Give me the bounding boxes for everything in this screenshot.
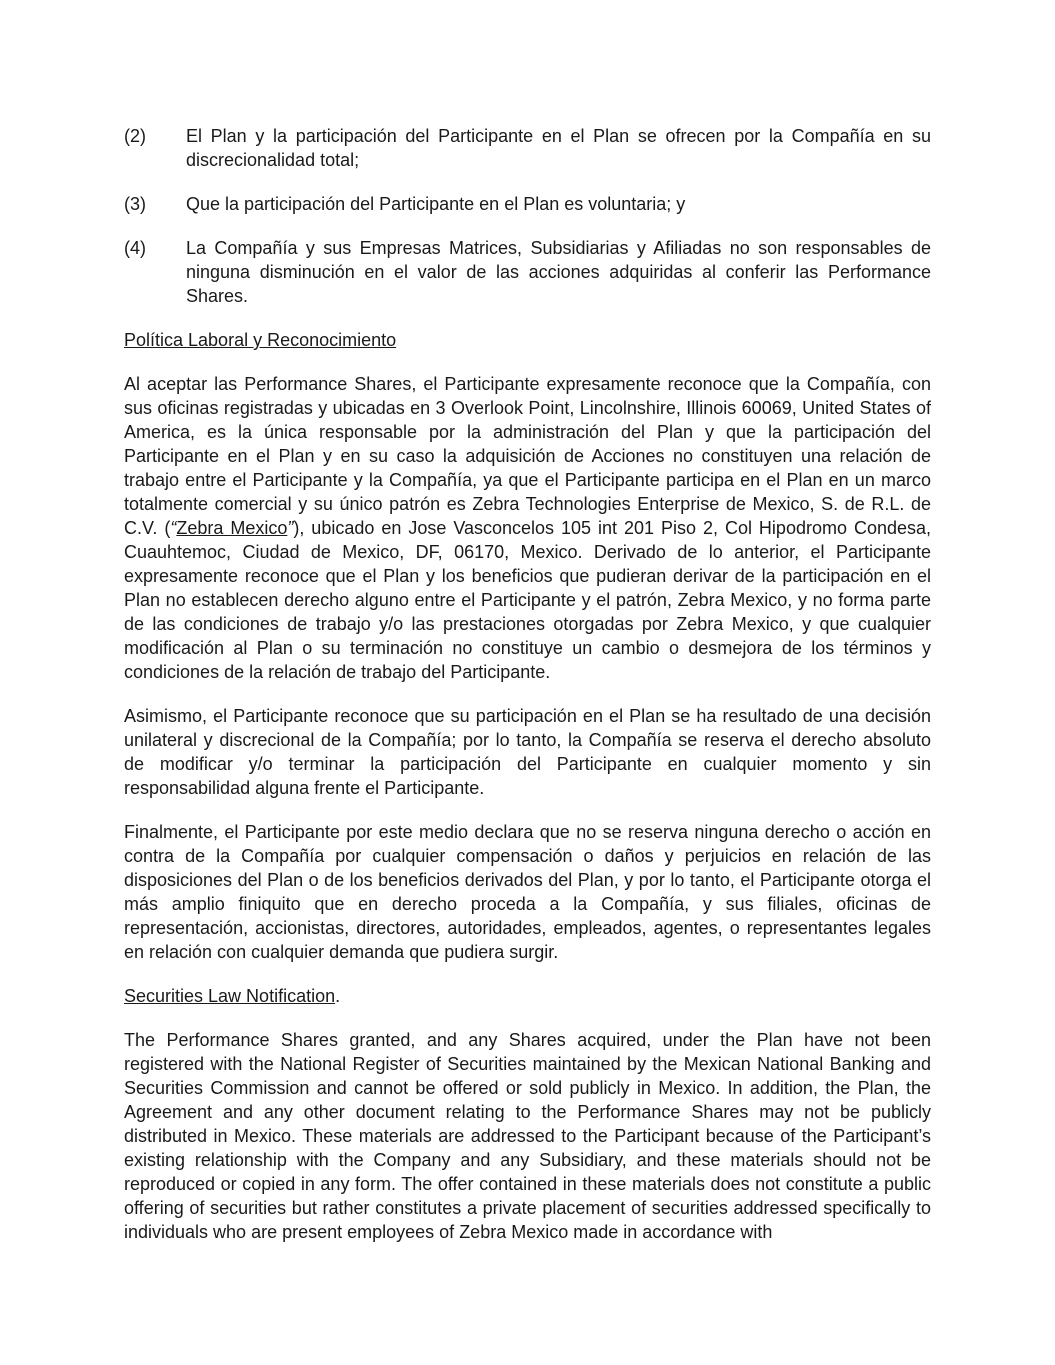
labor-paragraph-1-end: ), ubicado en Jose Vasconcelos 105 int 201 Piso 2, Col Hipodromo Condesa, Cuauhtemoc, Ciudad de Mexico, DF, 06170, Mexico. Derivado de lo anterior, el Participante expresamente reconoce que el Plan y los beneficios que pudieran derivar de la participación en el Plan no establecen derecho alguno entre el Participante y el patrón, Zebra Mexico, y no forma parte de las condiciones de trabajo y/o las prestaciones otorgadas por Zebra Mexico, y que cualquier modificación al Plan o su terminación no constituye un cambio o desmejora de los términos y condiciones de la relación de trabajo del Participante. — [124, 518, 931, 682]
labor-paragraph-2: Asimismo, el Participante reconoce que su participación en el Plan se ha resultado de una decisión unilateral y discrecional de la Compañía; por lo tanto, la Compañía se reserva el derecho absoluto de modificar y/o terminar la participación del Participante en cualquier momento y sin responsabilidad alguna frente el Participante. — [124, 706, 931, 798]
labor-policy-heading: Política Laboral y Reconocimiento — [124, 330, 397, 350]
list-item-number: (4) — [124, 238, 146, 258]
defined-term-zebra-mexico: Zebra Mexico — [176, 518, 288, 538]
list-item-number: (3) — [124, 194, 146, 214]
document-page — [124, 124, 931, 1264]
securities-heading-period: . — [335, 986, 341, 1006]
labor-paragraph-1-start: Al aceptar las Performance Shares, el Participante expresamente reconoce que la Compañía, con sus oficinas registradas y ubicadas en 3 Overlook Point, Lincolnshire, Illinois 60069, United States of America, es la única responsable por la administración del Plan y que la participación del Participante en el Plan y en su caso la adquisición de Acciones no constituyen una relación de trabajo entre el Participante y la Compañía, ya que el Participante participa en el Plan en un marco totalmente comercial y su único patrón es Zebra Technologies Enterprise de Mexico, S. de R.L. de C.V. ( — [124, 374, 931, 538]
list-item-3 — [124, 192, 931, 216]
securities-heading: Securities Law Notification — [124, 986, 336, 1006]
list-item-text: El Plan y la participación del Participante en el Plan se ofrecen por la Compañía en su discrecionalidad total; — [186, 126, 931, 170]
list-item-4 — [124, 236, 931, 308]
open-quote: “ — [170, 518, 177, 538]
securities-paragraph-1: The Performance Shares granted, and any Shares acquired, under the Plan have not been registered with the National Register of Securities maintained by the Mexican National Banking and Securities Commission and cannot be offered or sold publicly in Mexico. In addition, the Plan, the Agreement and any other document relating to the Performance Shares may not be publicly distributed in Mexico. These materials are addressed to the Participant because of the Participant’s existing relationship with the Company and any Subsidiary, and these materials should not be reproduced or copied in any form. The offer contained in these materials does not constitute a public offering of securities but rather constitutes a private placement of securities addressed specifically to individuals who are present employees of Zebra Mexico made in accordance with — [124, 1030, 931, 1242]
labor-paragraph-3: Finalmente, el Participante por este medio declara que no se reserva ninguna derecho o acción en contra de la Compañía por cualquier compensación o daños y perjuicios en relación de las disposiciones del Plan o de los beneficios derivados del Plan, y por lo tanto, el Participante otorga el más amplio finiquito que en derecho proceda a la Compañía, y sus filiales, oficinas de representación, accionistas, directores, autoridades, empleados, agentes, o representantes legales en relación con cualquier demanda que pudiera surgir. — [124, 822, 931, 962]
list-item-text: La Compañía y sus Empresas Matrices, Subsidiarias y Afiliadas no son responsables de ninguna disminución en el valor de las acciones adquiridas al conferir las Performance Shares. — [186, 238, 931, 306]
list-item-text: Que la participación del Participante en el Plan es voluntaria; y — [186, 194, 686, 214]
labor-paragraph-1 — [124, 372, 931, 684]
securities-heading-line — [124, 984, 931, 1008]
list-item-number: (2) — [124, 126, 146, 146]
close-quote: ” — [287, 518, 294, 538]
list-item-2 — [124, 124, 931, 172]
